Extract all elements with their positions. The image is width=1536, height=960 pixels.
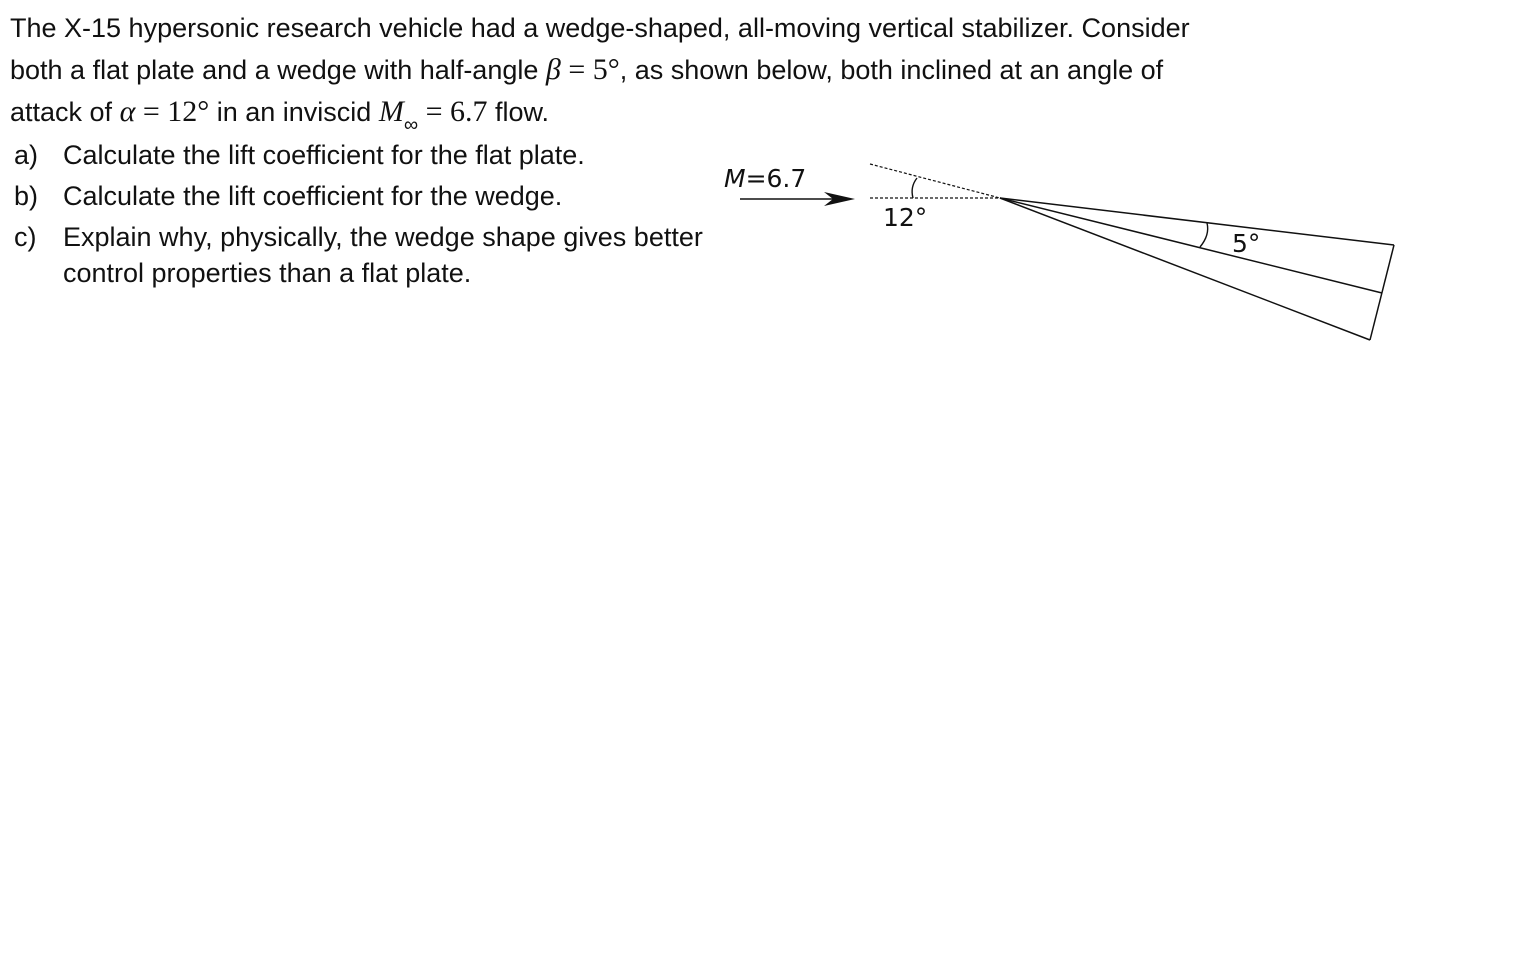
angle-of-attack-arc bbox=[912, 178, 917, 198]
freestream-mach-symbol: M bbox=[724, 164, 746, 193]
wedge-upper-surface bbox=[1000, 198, 1394, 245]
question-c bbox=[14, 219, 714, 291]
mach-symbol: M bbox=[378, 95, 404, 128]
half-angle-arc bbox=[1200, 223, 1208, 247]
freestream-mach-value: =6.7 bbox=[745, 164, 807, 193]
chord-extension-line bbox=[870, 164, 1000, 198]
mach-value: = 6.7 bbox=[418, 95, 488, 128]
question-b-text: Calculate the lift coefficient for the wedge. bbox=[63, 181, 563, 211]
wedge-diagram bbox=[700, 140, 1420, 360]
question-c-text: Explain why, physically, the wedge shape gives better control properties than a flat plate. bbox=[63, 222, 703, 288]
beta-symbol: β bbox=[545, 53, 561, 86]
intro-line-1: The X-15 hypersonic research vehicle had a wedge-shaped, all-moving vertical stabilizer. Consider bbox=[10, 13, 1190, 43]
intro-line-2-start: both a flat plate and a wedge with half-angle bbox=[10, 55, 546, 85]
intro-line-2-end: , as shown below, both inclined at an angle of bbox=[619, 55, 1164, 85]
wedge-lower-surface bbox=[1000, 198, 1370, 340]
question-b bbox=[14, 178, 714, 214]
mach-subscript: ∞ bbox=[403, 114, 419, 136]
question-list bbox=[14, 137, 714, 296]
intro-line-3-start: attack of bbox=[10, 97, 120, 127]
intro-line-3-end: flow. bbox=[487, 97, 550, 127]
intro-line-2 bbox=[10, 49, 1330, 91]
question-a bbox=[14, 137, 714, 173]
intro-line-3 bbox=[10, 91, 1330, 136]
question-b-label: b) bbox=[14, 181, 39, 211]
alpha-value: = 12° bbox=[135, 95, 210, 128]
beta-value: = 5° bbox=[560, 53, 620, 86]
intro-line-3-middle: in an inviscid bbox=[209, 97, 379, 127]
alpha-symbol: α bbox=[119, 95, 136, 128]
freestream-mach-label bbox=[724, 164, 806, 193]
wedge-base bbox=[1370, 245, 1394, 340]
question-c-label: c) bbox=[14, 222, 37, 252]
beta-expression bbox=[546, 53, 620, 86]
half-angle-label: 5° bbox=[1232, 229, 1261, 258]
alpha-expression bbox=[120, 95, 210, 128]
flat-plate-chord-line bbox=[1000, 198, 1382, 293]
angle-of-attack-label: 12° bbox=[883, 203, 928, 232]
question-a-text: Calculate the lift coefficient for the flat plate. bbox=[63, 140, 585, 170]
problem-statement bbox=[10, 8, 1330, 136]
mach-expression bbox=[378, 95, 488, 136]
question-a-label: a) bbox=[14, 140, 39, 170]
